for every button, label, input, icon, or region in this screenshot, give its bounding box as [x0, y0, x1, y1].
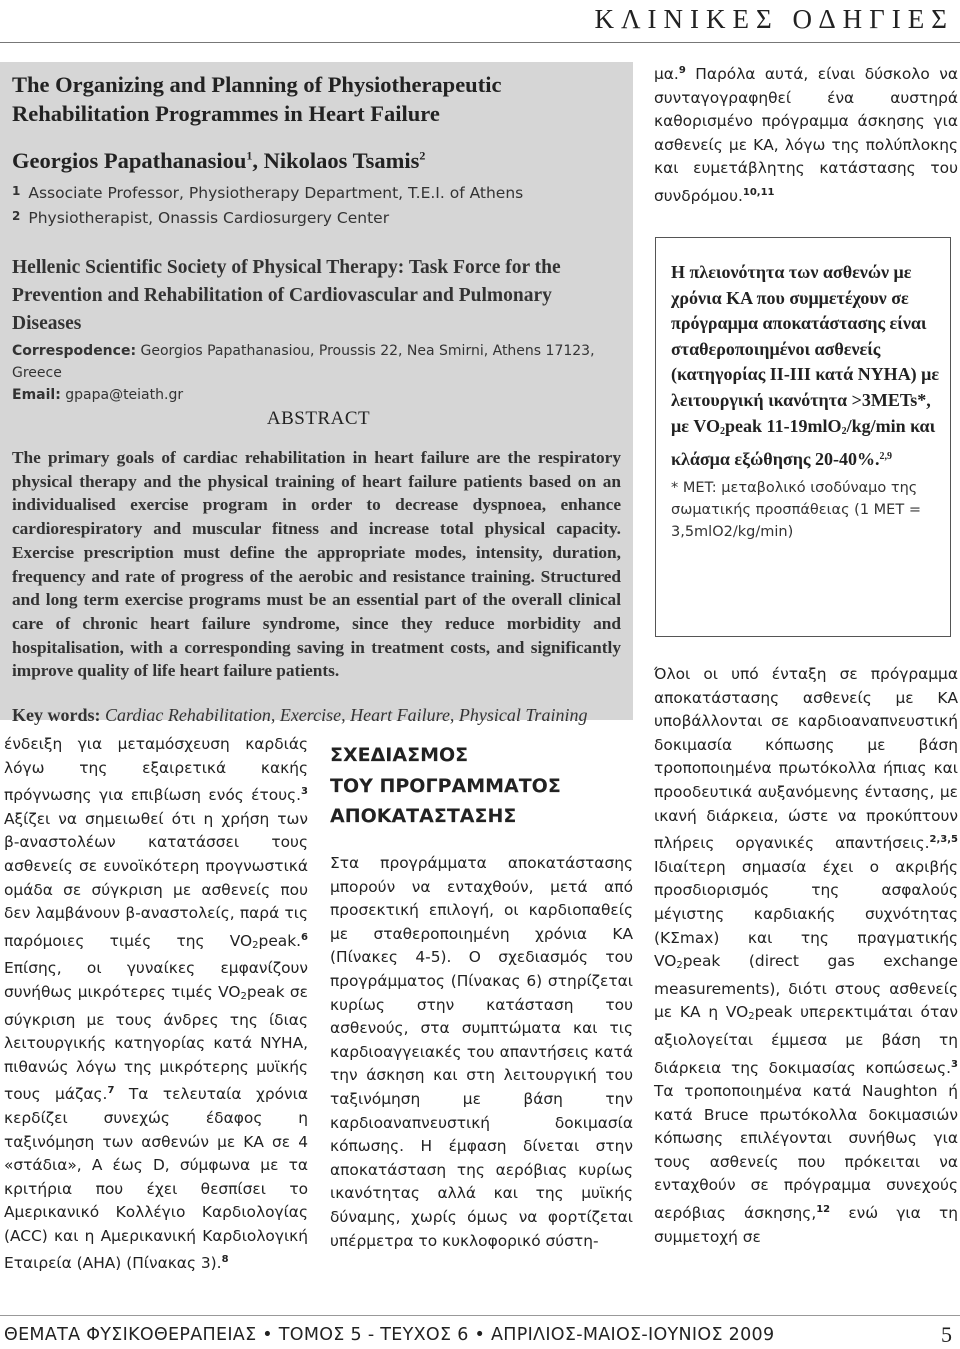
sub-2: 2 [720, 425, 726, 437]
affiliation-1 [12, 180, 621, 205]
left-text-2: Αξίζει να σημειωθεί ότι η χρήση των β-αναστολέων κατατάσσει τους ασθενείς σε ευνοϊκότερη προγνωστικά ομάδα σε σύγκριση με ασθενείς που δεν λαμβάνουν β-αναστολείς, παρά τις παρόμοιες τιμές της VO [4, 809, 308, 950]
ref-6: 6 [301, 931, 308, 943]
affiliations [12, 180, 621, 230]
footer-rule [0, 1315, 960, 1316]
affil-1-text: Associate Professor, Physiotherapy Department, T.E.I. of Athens [28, 184, 524, 202]
right-text-2: Ιδιαίτερη σημασία έχει ο ακριβής προσδιορισμός της ασφαλούς μέγιστης καρδιακής συχνότητας (ΚΣmax) και της πραγματικής VO [654, 857, 958, 971]
section-heading [330, 740, 630, 832]
keywords [12, 705, 621, 726]
right-top-text-1: μα. [654, 65, 679, 83]
keywords-text: Cardiac Rehabilitation, Exercise, Heart Failure, Physical Training [100, 705, 588, 726]
right-text-6: ενώ για τη συμμετοχή σε [654, 1204, 958, 1246]
left-text-1: ένδειξη για μεταμόσχευση καρδιάς λόγω της εξαιρετικά κακής πρόγνωσης για επιβίωση ενός έτους. [4, 735, 308, 805]
heading-line-3: ΑΠΟΚΑΤΑΣΤΑΣΗΣ [330, 805, 517, 827]
abstract-text: The primary goals of cardiac rehabilitation in heart failure are the respiratory physical therapy and the physical training of heart failure patients based on an individualised exercise program in order to decrease dyspnoea, enhance cardiorespiratory and muscular fitness and increase total physical capacity. Exercise prescription must define the appropriate modes, intensity, duration, frequency and rate of progress of the aerobic and resistance training. Structured and long term exercise programs must be an essential part of the overall clinical care of chronic heart failure syndrome, since they reduce morbidity and hospitalisation, with a corresponding saving in treatment costs, and significantly improve quality of life heart failure patients. [12, 448, 621, 681]
affiliation-2 [12, 205, 621, 230]
author-1: Georgios Papathanasiou [12, 148, 247, 173]
ref-10-11: 10,11 [742, 186, 775, 198]
author-2: , Nikolaos Tsamis [252, 148, 420, 173]
ref-2-9: 2,9 [879, 451, 893, 463]
ref-8: 8 [221, 1254, 229, 1266]
affil-2-text: Physiotherapist, Onassis Cardiosurgery Center [28, 209, 390, 227]
ref-3: 3 [301, 786, 308, 798]
right-top-paragraph [654, 59, 958, 209]
highlight-text [671, 260, 940, 473]
journal-footer: ΘΕΜΑΤΑ ΦΥΣΙΚΟΘΕΡΑΠΕΙΑΣ • ΤΟΜΟΣ 5 - ΤΕΥΧΟΣ 6 • ΑΠΡΙΛΙΟΣ-ΜΑΙΟΣ-ΙΟΥΝΙΟΣ 2009 [4, 1325, 775, 1345]
highlight-text-2: peak 11-19mlO [725, 415, 842, 436]
sub-2: 2 [841, 425, 847, 437]
sub-2: 2 [748, 1011, 755, 1023]
ref-12: 12 [816, 1204, 831, 1216]
left-text-5: peak σε σύγκριση με τους άνδρες της ίδιας λειτουργικής κατηγορίας κατά NYHA, πιθανώς λόγω της μικρότερης μυϊκής τους μάζας. [4, 982, 308, 1104]
middle-column [330, 852, 633, 1253]
author-1-affil: 1 [246, 148, 253, 163]
right-text-5: Τα τροποποιημένα κατά Naughton ή κατά Bruce πρωτόκολλα δοκιμασιών κόπωσης επιλέγονται συνήθως για τους ασθενείς που πρόκειται να ενταχθούν σε πρόγραμμα συνεχούς αερόβιας άσκησης, [654, 1082, 958, 1223]
ref-2-3-5: 2,3,5 [929, 834, 958, 846]
right-top-text-2: Παρόλα αυτά, είναι δύσκολο να συνταγογραφηθεί ένα αυστηρά καθορισμένο πρόγραμμα άσκησης για ασθενείς με ΚΑ, λόγω της πολύπλοκης και ευμετάβλητης κατάστασης του συνδρόμου. [654, 65, 958, 205]
header-rule [0, 42, 960, 43]
right-column-top [654, 59, 958, 209]
left-text-3: peak. [258, 931, 302, 950]
email-link[interactable]: gpapa@teiath.gr [60, 387, 184, 403]
email-label: Email: [12, 387, 61, 403]
author-2-affil: 2 [419, 148, 426, 163]
right-bottom-paragraph [654, 663, 958, 1249]
corr-text: Georgios Papathanasiou, Proussis 22, Nea Smirni, Athens 17123, Greece [12, 343, 595, 381]
sub-2: 2 [252, 939, 259, 951]
highlight-footnote: * MET: μεταβολικό ισοδύναμο της σωματικής προσπάθειας (1 MET = 3,5mlO2/kg/min) [671, 479, 921, 540]
right-text-3: peak (direct gas exchange measurements), διότι στους ασθενείς με ΚΑ η VO [654, 952, 958, 1022]
ref-3: 3 [951, 1058, 958, 1070]
heading-line-2: ΤΟΥ ΠΡΟΓΡΑΜΜΑΤΟΣ [330, 774, 561, 797]
society-name: Hellenic Scientific Society of Physical Therapy: Task Force for the Prevention and Rehabilitation of Cardiovascular and Pulmonary Diseases [12, 257, 561, 334]
correspondence [12, 340, 621, 406]
highlight-text-1: Η πλειονότητα των ασθενών με χρόνια ΚΑ που συμμετέχουν σε πρόγραμμα αποκατάστασης είναι σταθεροποιημένοι ασθενείς (κατηγορίας II-III κατά NYHA) με λειτουργική ικανότητα >3METs*, με VO [671, 262, 940, 436]
title-line-1: The Organizing and Planning of Physiotherapeutic [12, 72, 502, 97]
title-line-2: Rehabilitation Programmes in Heart Failure [12, 101, 440, 126]
right-text-1: Όλοι οι υπό ένταξη σε πρόγραμμα αποκατάστασης ασθενείς με ΚΑ υποβάλλονται σε καρδιοαναπνευστική δοκιμασία κόπωσης με βάση τροποποιημένα πρωτόκολλα ήπιας και προοδευτικά αυξανόμενης έντασης, με ικανή διάρκεια, ώστε να προκύπτουν πλήρεις οργανικές απαντήσεις. [654, 665, 958, 853]
sub-2: 2 [676, 960, 683, 972]
heading-line-1: ΣΧΕΔΙΑΣΜΟΣ [330, 744, 469, 766]
running-head: ΚΛΙΝΙΚΕΣ ΟΔΗΓΙΕΣ [594, 4, 954, 34]
ref-7: 7 [107, 1085, 115, 1097]
abstract-heading: ABSTRACT [266, 408, 371, 429]
highlight-box [655, 237, 951, 637]
right-column-bottom [654, 663, 958, 1249]
corr-label: Correspodence: [12, 343, 137, 359]
ref-9: 9 [678, 65, 686, 76]
left-text-6: Τα τελευταία χρόνια κερδίζει συνεχώς έδαφος η ταξινόμηση των ασθενών με ΚΑ σε 4 «στάδια», Α έως D, σύμφωνα με τα κριτήρια που έχει θεσπίσει το Αμερικανικό Κολλέγιο Καρδιολογίας (ACC) και η Αμερικανική Καρδιολογική Εταιρεία (AHA) (Πίνακας 3). [4, 1085, 308, 1273]
article-title [12, 70, 621, 128]
right-text-4: peak υπερεκτιμάται όταν αξιολογείται έμμεσα με βάση τη διάρκεια της δοκιμασίας κοπώσεως. [654, 1003, 958, 1077]
left-text-4: Επίσης, οι γυναίκες εμφανίζουν συνήθως μικρότερες τιμές VO [4, 959, 308, 1001]
affil-1-number: 1 [12, 184, 21, 198]
sub-2: 2 [240, 990, 247, 1002]
middle-paragraph: Στα προγράμματα αποκατάστασης μπορούν να ενταχθούν, μετά από προσεκτική επιλογή, οι καρδιοπαθείς με σταθεροποιημένη χρόνια ΚΑ (Πίνακες 4-5). Ο σχεδιασμός του προγράμματος (Πίνακας 6) στηρίζεται κυρίως στην κατάσταση του ασθενούς, στα συμπτώματα και τις καρδιοαγγειακές του απαντήσεις κατά την άσκηση και στη λειτουργική του ταξινόμηση με βάση την καρδιοαναπνευστική δοκιμασία κόπωσης. Η έμφαση δίνεται στην αποκατάσταση της αερόβιας κυρίως ικανότητας αλλά και της μυϊκής δύναμης, χωρίς όμως να φορτίζεται υπέρμετρα το κυκλοφορικό σύστη- [330, 854, 633, 1250]
keywords-label: Key words: [12, 705, 101, 726]
authors [12, 148, 621, 174]
left-paragraph [4, 733, 308, 1276]
left-column [4, 733, 308, 1276]
page-number: 5 [941, 1322, 952, 1347]
affil-2-number: 2 [12, 209, 21, 223]
abstract-panel [0, 62, 633, 726]
highlight-text-3: /kg/min και κλάσμα εξώθησης 20-40%. [671, 415, 936, 470]
